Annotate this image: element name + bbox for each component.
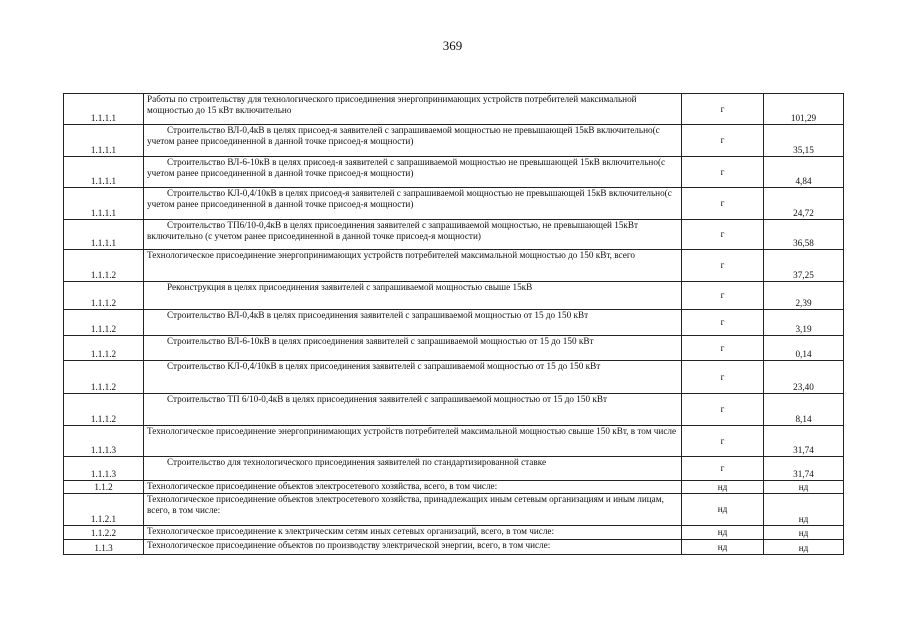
investment-table bbox=[63, 93, 844, 555]
row-code-cell: 1.1.3 bbox=[64, 540, 144, 555]
row-unit-cell: г bbox=[682, 188, 764, 220]
row-description-cell: Технологическое присоединение объектов по производству электрической энергии, всего, в том числе: bbox=[144, 540, 682, 555]
row-unit-cell: г bbox=[682, 457, 764, 481]
row-description-cell: Технологическое присоединение к электрическим сетям иных сетевых организаций, всего, в том числе: bbox=[144, 526, 682, 540]
row-description-cell: Технологическое присоединение объектов электросетевого хозяйства, принадлежащих иным сетевым организациям и иным лицам, всего, в том числе: bbox=[144, 494, 682, 526]
row-unit-cell: нд bbox=[682, 526, 764, 540]
row-description-cell: Строительство ВЛ-6-10кВ в целях присоед-я заявителей с запрашиваемой мощностью не превышающей 15кВ включительно(с учетом ранее присоединенной в данной точке присоед-я мощности) bbox=[144, 157, 682, 188]
row-code-cell: 1.1.1.3 bbox=[64, 457, 144, 481]
table-row bbox=[64, 282, 844, 310]
row-value-cell: нд bbox=[764, 481, 844, 494]
table-row bbox=[64, 457, 844, 481]
page-number: 369 bbox=[442, 38, 463, 53]
table-row bbox=[64, 426, 844, 457]
row-unit-cell: нд bbox=[682, 481, 764, 494]
row-unit-cell: г bbox=[682, 282, 764, 310]
row-code-cell: 1.1.1.1 bbox=[64, 125, 144, 157]
row-description-cell: Строительство ТП6/10-0,4кВ в целях присоединения заявителей с запрашиваемой мощностью, не превышающей 15кВт включительно (с учетом ранее присоединенной в данной точке присоед-я мощности) bbox=[144, 220, 682, 250]
row-value-cell: 0,14 bbox=[764, 336, 844, 361]
table-row bbox=[64, 540, 844, 555]
row-value-cell: 31,74 bbox=[764, 457, 844, 481]
table-row bbox=[64, 481, 844, 494]
row-code-cell: 1.1.1.1 bbox=[64, 188, 144, 220]
row-unit-cell: нд bbox=[682, 494, 764, 526]
row-code-cell: 1.1.1.2 bbox=[64, 336, 144, 361]
row-unit-cell: г bbox=[682, 426, 764, 457]
row-value-cell: нд bbox=[764, 526, 844, 540]
table-row bbox=[64, 157, 844, 188]
row-unit-cell: г bbox=[682, 310, 764, 336]
table-body bbox=[64, 94, 844, 555]
row-description-cell: Строительство для технологического присоединения заявителей по стандартизированной ставке bbox=[144, 457, 682, 481]
row-description-cell: Технологическое присоединение энергопринимающих устройств потребителей максимальной мощностью до 150 кВт, всего bbox=[144, 250, 682, 282]
row-code-cell: 1.1.2.1 bbox=[64, 494, 144, 526]
row-description-cell: Строительство ВЛ-0,4кВ в целях присоед-я заявителей с запрашиваемой мощностью не превышающей 15кВ включительно(с учетом ранее присоединенной в данной точке присоед-я мощности) bbox=[144, 125, 682, 157]
table-row bbox=[64, 526, 844, 540]
row-value-cell: 35,15 bbox=[764, 125, 844, 157]
row-unit-cell: г bbox=[682, 94, 764, 125]
row-value-cell: 31,74 bbox=[764, 426, 844, 457]
row-code-cell: 1.1.1.2 bbox=[64, 361, 144, 394]
row-description-cell: Работы по строительству для технологического присоединения энергопринимающих устройств потребителей максимальной мощностью до 15 кВт включительно bbox=[144, 94, 682, 125]
table-row bbox=[64, 494, 844, 526]
row-code-cell: 1.1.2 bbox=[64, 481, 144, 494]
table-row bbox=[64, 188, 844, 220]
row-value-cell: 36,58 bbox=[764, 220, 844, 250]
table-row bbox=[64, 336, 844, 361]
row-code-cell: 1.1.1.2 bbox=[64, 282, 144, 310]
row-value-cell: 3,19 bbox=[764, 310, 844, 336]
row-code-cell: 1.1.1.1 bbox=[64, 157, 144, 188]
row-unit-cell: нд bbox=[682, 540, 764, 555]
row-code-cell: 1.1.2.2 bbox=[64, 526, 144, 540]
row-value-cell: нд bbox=[764, 540, 844, 555]
row-code-cell: 1.1.1.1 bbox=[64, 94, 144, 125]
table-row bbox=[64, 361, 844, 394]
table-row bbox=[64, 394, 844, 426]
row-value-cell: 23,40 bbox=[764, 361, 844, 394]
row-value-cell: нд bbox=[764, 494, 844, 526]
table-row bbox=[64, 310, 844, 336]
row-unit-cell: г bbox=[682, 125, 764, 157]
row-code-cell: 1.1.1.2 bbox=[64, 250, 144, 282]
row-value-cell: 101,29 bbox=[764, 94, 844, 125]
table-row bbox=[64, 250, 844, 282]
row-value-cell: 4,84 bbox=[764, 157, 844, 188]
row-description-cell: Строительство ТП 6/10-0,4кВ в целях присоединения заявителей с запрашиваемой мощностью от 15 до 150 кВт bbox=[144, 394, 682, 426]
row-unit-cell: г bbox=[682, 250, 764, 282]
row-description-cell: Технологическое присоединение энергопринимающих устройств потребителей максимальной мощностью свыше 150 кВт, в том числе bbox=[144, 426, 682, 457]
row-description-cell: Строительство ВЛ-6-10кВ в целях присоединения заявителей с запрашиваемой мощностью от 15 до 150 кВт bbox=[144, 336, 682, 361]
table-row bbox=[64, 94, 844, 125]
row-value-cell: 24,72 bbox=[764, 188, 844, 220]
row-value-cell: 37,25 bbox=[764, 250, 844, 282]
row-code-cell: 1.1.1.3 bbox=[64, 426, 144, 457]
row-description-cell: Технологическое присоединение объектов электросетевого хозяйства, всего, в том числе: bbox=[144, 481, 682, 494]
row-code-cell: 1.1.1.2 bbox=[64, 310, 144, 336]
row-description-cell: Строительство КЛ-0,4/10кВ в целях присоединения заявителей с запрашиваемой мощностью от 15 до 150 кВт bbox=[144, 361, 682, 394]
row-unit-cell: г bbox=[682, 361, 764, 394]
row-unit-cell: г bbox=[682, 157, 764, 188]
table-row bbox=[64, 125, 844, 157]
row-unit-cell: г bbox=[682, 336, 764, 361]
row-description-cell: Реконструкция в целях присоединения заявителей с запрашиваемой мощностью свыше 15кВ bbox=[144, 282, 682, 310]
row-value-cell: 2,39 bbox=[764, 282, 844, 310]
row-code-cell: 1.1.1.1 bbox=[64, 220, 144, 250]
row-description-cell: Строительство КЛ-0,4/10кВ в целях присоед-я заявителей с запрашиваемой мощностью не превышающей 15кВ включительно(с учетом ранее присоединенной в данной точке присоед-я мощности) bbox=[144, 188, 682, 220]
row-value-cell: 8,14 bbox=[764, 394, 844, 426]
row-unit-cell: г bbox=[682, 394, 764, 426]
row-description-cell: Строительство ВЛ-0,4кВ в целях присоединения заявителей с запрашиваемой мощностью от 15 до 150 кВт bbox=[144, 310, 682, 336]
row-unit-cell: г bbox=[682, 220, 764, 250]
table-row bbox=[64, 220, 844, 250]
row-code-cell: 1.1.1.2 bbox=[64, 394, 144, 426]
